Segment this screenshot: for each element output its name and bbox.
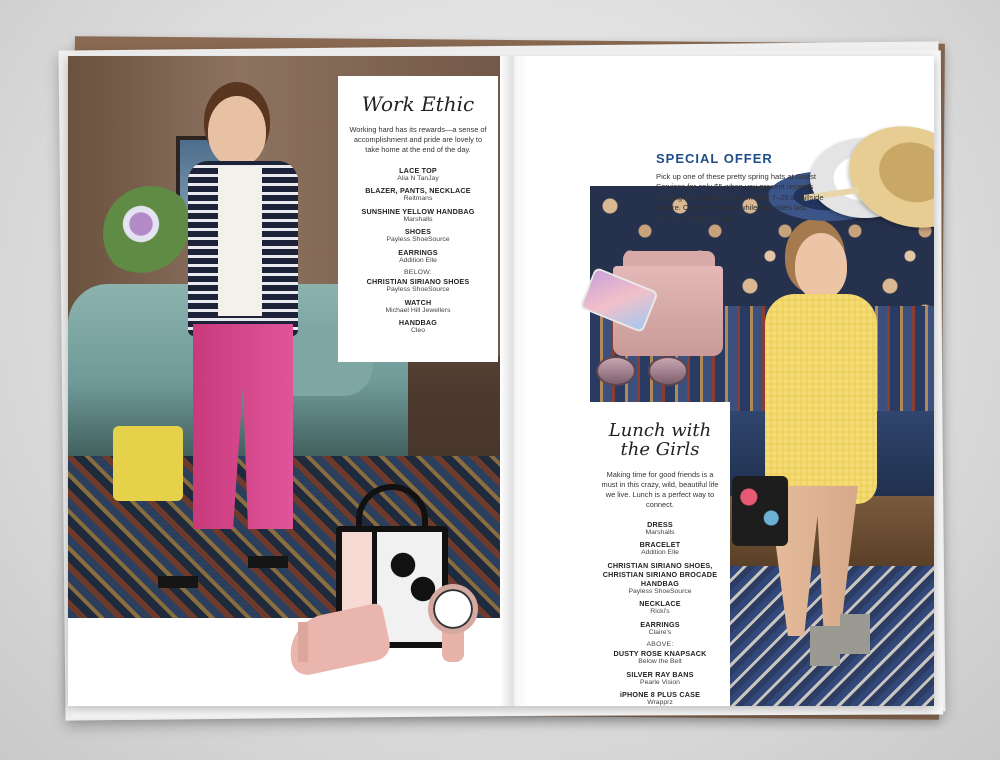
flower-arrangement (103, 186, 198, 281)
black-heel (248, 556, 288, 568)
credit-item: WATCH (404, 297, 432, 307)
credit-item: EARRINGS (640, 619, 680, 629)
credit-store: Wrapprz (647, 699, 673, 706)
credit-entry (598, 520, 722, 537)
shoe-heel (298, 622, 308, 662)
credit-store: Payless ShoeSource (386, 286, 450, 294)
credit-entry (348, 207, 488, 224)
credit-store: Below the Belt (638, 658, 682, 666)
above-label: ABOVE: (646, 641, 674, 649)
lunch-title: Lunch with the Girls (608, 420, 712, 460)
credit-item: EARRINGS (398, 247, 438, 257)
special-offer-text: Pick up one of these pretty spring hats at Guest Services for only $5 when you present receipts totalling $150 spent between April 7–29 at Hillside Centre. One per person, while quantities last. Excludes Thrifty Foods. (656, 172, 824, 223)
lunch-intro: Making time for good friends is a must in this crazy, wild, beautiful life we live. Lunch is a perfect way to connect. (601, 469, 719, 510)
credit-item: iPHONE 8 PLUS CASE (619, 690, 701, 700)
credit-entry (598, 620, 722, 637)
credit-item: SILVER RAY BANS (626, 669, 694, 679)
credit-entry (598, 670, 722, 687)
credit-store: Payless ShoeSource (628, 587, 692, 595)
work-ethic-intro: Working hard has its rewards—a sense of accomplishment and pride are lovely to take home at the end of the day. (349, 125, 487, 155)
credit-item: CHRISTIAN SIRIANO SHOES, CHRISTIAN SIRIANO BROCADE HANDBAG (602, 560, 718, 588)
credit-store: Addition Elle (641, 549, 679, 557)
credit-item: BLAZER, PANTS, NECKLACE (365, 186, 471, 196)
credit-entry (598, 561, 722, 596)
credit-entry (348, 277, 488, 294)
black-heel (158, 576, 198, 588)
magazine-spread (68, 56, 934, 706)
grey-bootie (840, 614, 870, 654)
credit-item: SUNSHINE YELLOW HANDBAG (361, 206, 475, 216)
credit-store: Ricki's (650, 608, 670, 616)
credit-item: CHRISTIAN SIRIANO SHOES (366, 277, 470, 287)
credit-item: LACE TOP (399, 165, 437, 175)
credit-entry (348, 186, 488, 203)
credit-item: DUSTY ROSE KNAPSACK (613, 649, 707, 659)
credit-store: Reitmans (403, 195, 433, 203)
sunglasses (596, 356, 692, 388)
yellow-lace-dress (765, 294, 877, 504)
credit-item: SHOES (404, 227, 432, 237)
credit-item: BRACELET (639, 540, 681, 550)
model-head (795, 233, 847, 299)
credit-entry (598, 649, 722, 666)
credit-entry (348, 248, 488, 265)
work-ethic-card (338, 76, 498, 362)
work-ethic-title: Work Ethic (361, 92, 475, 116)
credit-store: Payless ShoeSource (386, 236, 450, 244)
credit-entry (348, 318, 488, 335)
sunglasses-lens (596, 356, 636, 386)
credit-item: NECKLACE (639, 599, 681, 609)
credit-entry (598, 540, 722, 557)
credit-store: Addition Elle (399, 256, 437, 264)
lunch-credits (598, 520, 722, 706)
special-offer (656, 151, 836, 224)
credit-entry (348, 298, 488, 315)
brocade-handbag (732, 476, 788, 546)
grey-bootie (810, 626, 840, 666)
credit-entry (348, 166, 488, 183)
lunch-card (590, 402, 730, 706)
model-head (208, 96, 266, 166)
credit-store: Alia N TanJay (397, 174, 439, 182)
credit-store: Cleo (411, 327, 425, 335)
below-label: BELOW: (403, 269, 433, 277)
credit-item: DRESS (647, 519, 673, 529)
credit-store: Marshalls (403, 215, 433, 223)
work-ethic-credits (348, 166, 488, 336)
credit-item: HANDBAG (398, 318, 438, 328)
credit-entry (598, 599, 722, 616)
credit-store: Marshalls (645, 528, 675, 536)
page-gutter (500, 56, 528, 706)
credit-store: Michael Hill Jewellers (385, 306, 451, 314)
lace-top (218, 166, 262, 316)
wrist-watch (428, 584, 478, 634)
yellow-handbag (113, 426, 183, 501)
credit-store: Pearle Vision (640, 678, 680, 686)
special-offer-title: SPECIAL OFFER (656, 151, 773, 166)
credit-entry (348, 227, 488, 244)
sunglasses-lens (648, 356, 688, 386)
credit-store: Claire's (648, 628, 672, 636)
credit-entry (598, 690, 722, 706)
